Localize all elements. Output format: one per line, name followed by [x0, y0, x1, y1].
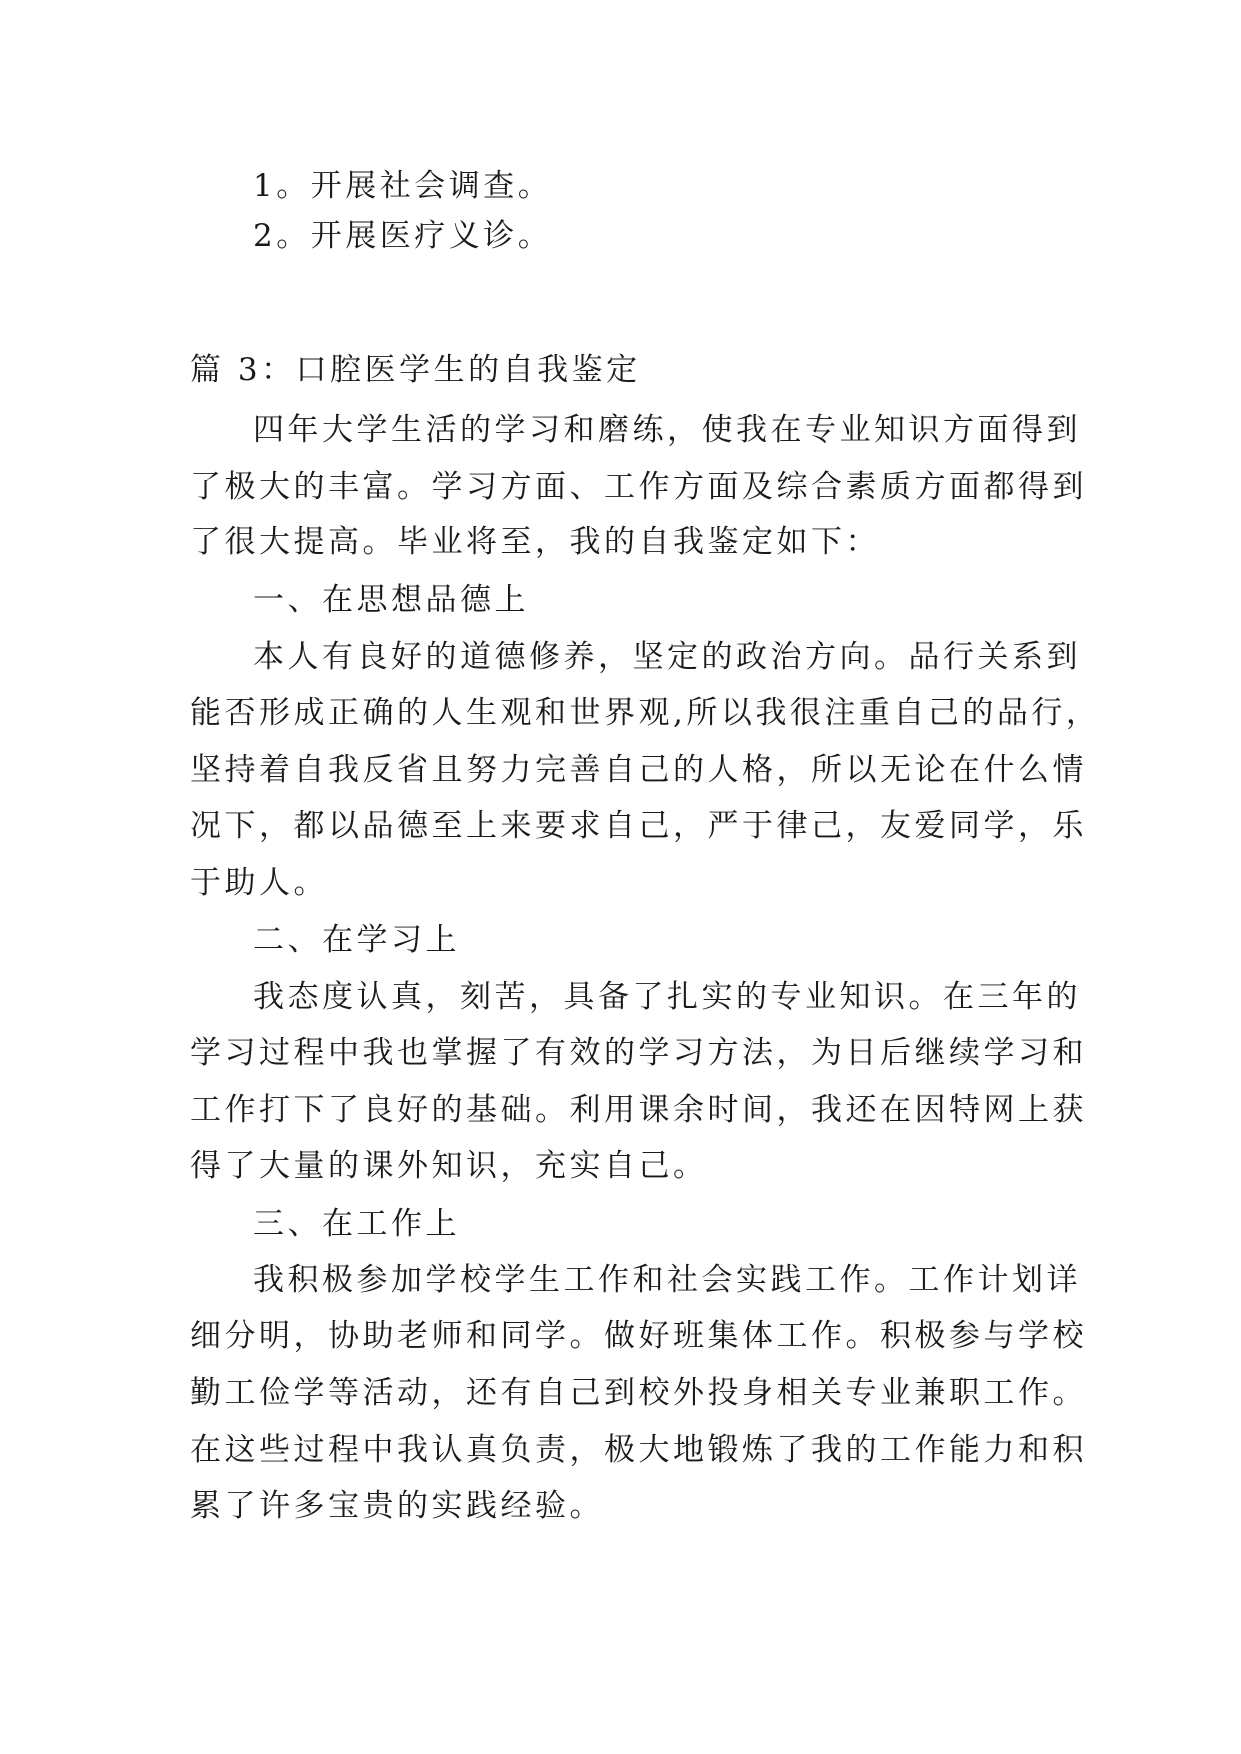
paragraph-line: 能否形成正确的人生观和世界观,所以我很注重自己的品行， [190, 695, 1101, 731]
paragraph-line: 工作打下了良好的基础。利用课余时间，我还在因特网上获 [190, 1092, 1087, 1128]
paragraph-line: 四年大学生活的学习和磨练，使我在专业知识方面得到 [253, 412, 1081, 448]
section-title: 篇 3：口腔医学生的自我鉴定 [190, 352, 641, 388]
subsection-heading: 三、在工作上 [253, 1206, 460, 1242]
subsection-heading: 二、在学习上 [253, 922, 460, 958]
paragraph-line: 了极大的丰富。学习方面、工作方面及综合素质方面都得到 [190, 469, 1087, 505]
paragraph-line: 坚持着自我反省且努力完善自己的人格，所以无论在什么情 [190, 752, 1087, 788]
paragraph-line: 得了大量的课外知识，充实自己。 [190, 1148, 708, 1184]
paragraph-line: 本人有良好的道德修养，坚定的政治方向。品行关系到 [253, 639, 1081, 675]
paragraph-line: 细分明，协助老师和同学。做好班集体工作。积极参与学校 [190, 1318, 1087, 1354]
paragraph-line: 我积极参加学校学生工作和社会实践工作。工作计划详 [253, 1262, 1081, 1298]
paragraph-line: 况下，都以品德至上来要求自己，严于律己，友爱同学，乐 [190, 808, 1087, 844]
subsection-heading: 一、在思想品德上 [253, 582, 529, 618]
paragraph-line: 累了许多宝贵的实践经验。 [190, 1488, 604, 1524]
list-item: 2。开展医疗义诊。 [253, 218, 553, 254]
paragraph-line: 我态度认真，刻苦，具备了扎实的专业知识。在三年的 [253, 979, 1081, 1015]
paragraph-line: 了很大提高。毕业将至，我的自我鉴定如下： [190, 524, 880, 560]
paragraph-line: 勤工俭学等活动，还有自己到校外投身相关专业兼职工作。 [190, 1375, 1087, 1411]
paragraph-line: 于助人。 [190, 865, 328, 901]
paragraph-line: 在这些过程中我认真负责，极大地锻炼了我的工作能力和积 [190, 1432, 1087, 1468]
list-item: 1。开展社会调查。 [253, 168, 553, 204]
paragraph-line: 学习过程中我也掌握了有效的学习方法，为日后继续学习和 [190, 1035, 1087, 1071]
